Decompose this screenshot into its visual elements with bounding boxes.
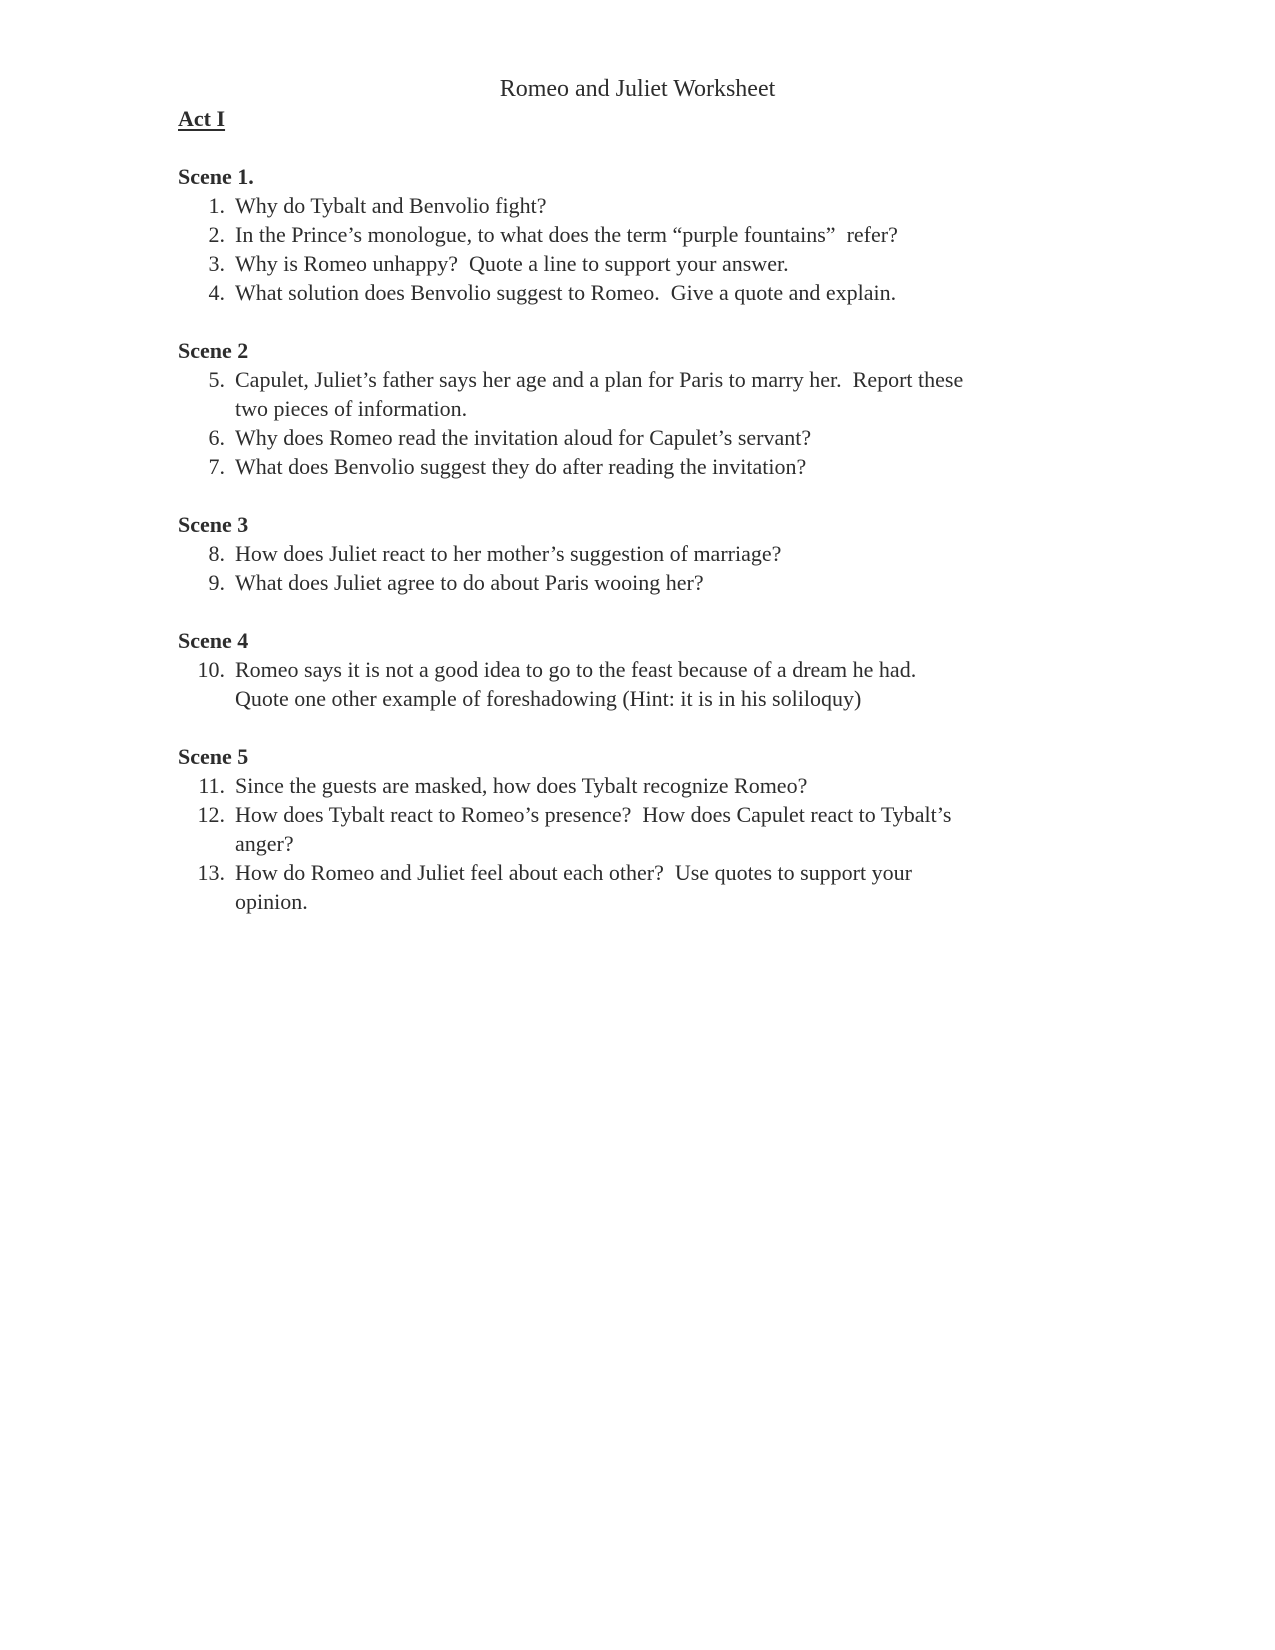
question-item xyxy=(178,423,1275,452)
question-item xyxy=(178,249,1275,278)
question-text: What solution does Benvolio suggest to Romeo. Give a quote and explain. xyxy=(235,280,897,305)
question-text: How do Romeo and Juliet feel about each other? Use quotes to support your opinion. xyxy=(235,860,912,914)
question-text: What does Juliet agree to do about Paris wooing her? xyxy=(235,570,704,595)
question-text: Why do Tybalt and Benvolio fight? xyxy=(235,193,547,218)
scene-heading: Scene 2 xyxy=(178,338,249,363)
question-text: Capulet, Juliet’s father says her age and a plan for Paris to marry her. Report these two pieces of information. xyxy=(235,367,964,421)
question-item xyxy=(178,278,1275,307)
question-text: In the Prince’s monologue, to what does the term “purple fountains” refer? xyxy=(235,222,898,247)
question-text: How does Tybalt react to Romeo’s presence? How does Capulet react to Tybalt’s anger? xyxy=(235,802,952,856)
section-scene-3 xyxy=(0,510,1275,597)
scene-heading: Scene 4 xyxy=(178,628,249,653)
question-number: 11. xyxy=(198,773,225,798)
question-item xyxy=(178,191,1275,220)
question-number: 2. xyxy=(208,222,225,247)
question-number: 6. xyxy=(208,425,225,450)
question-number: 10. xyxy=(197,657,225,682)
question-number: 4. xyxy=(208,280,225,305)
question-text: Romeo says it is not a good idea to go to the feast because of a dream he had. Quote one other example of foreshadowing (Hint: it is in his soliloquy) xyxy=(235,657,917,711)
question-number: 9. xyxy=(208,570,225,595)
question-number: 12. xyxy=(197,802,225,827)
question-number: 3. xyxy=(208,251,225,276)
question-item xyxy=(178,220,1275,249)
act-heading xyxy=(178,104,1275,133)
act-heading-text: Act I xyxy=(178,106,226,131)
section-scene-5 xyxy=(0,742,1275,916)
scene-heading: Scene 1. xyxy=(178,164,254,189)
question-number: 5. xyxy=(208,367,225,392)
question-text: Why does Romeo read the invitation aloud for Capulet’s servant? xyxy=(235,425,812,450)
question-number: 8. xyxy=(208,541,225,566)
section-scene-4 xyxy=(0,626,1275,713)
question-item xyxy=(178,858,1275,916)
question-number: 13. xyxy=(197,860,225,885)
scene-heading: Scene 5 xyxy=(178,744,249,769)
question-item xyxy=(178,655,1275,713)
section-scene-2 xyxy=(0,336,1275,481)
section-scene-1 xyxy=(0,162,1275,307)
scene-heading: Scene 3 xyxy=(178,512,249,537)
question-text: Since the guests are masked, how does Tybalt recognize Romeo? xyxy=(235,773,808,798)
question-item xyxy=(178,539,1275,568)
question-item xyxy=(178,365,1275,423)
document-title: Romeo and Juliet Worksheet xyxy=(499,76,776,102)
question-number: 7. xyxy=(208,454,225,479)
question-item xyxy=(178,568,1275,597)
question-text: How does Juliet react to her mother’s suggestion of marriage? xyxy=(235,541,782,566)
question-item xyxy=(178,800,1275,858)
question-number: 1. xyxy=(208,193,225,218)
question-text: Why is Romeo unhappy? Quote a line to support your answer. xyxy=(235,251,789,276)
question-text: What does Benvolio suggest they do after reading the invitation? xyxy=(235,454,807,479)
question-item xyxy=(178,771,1275,800)
question-item xyxy=(178,452,1275,481)
